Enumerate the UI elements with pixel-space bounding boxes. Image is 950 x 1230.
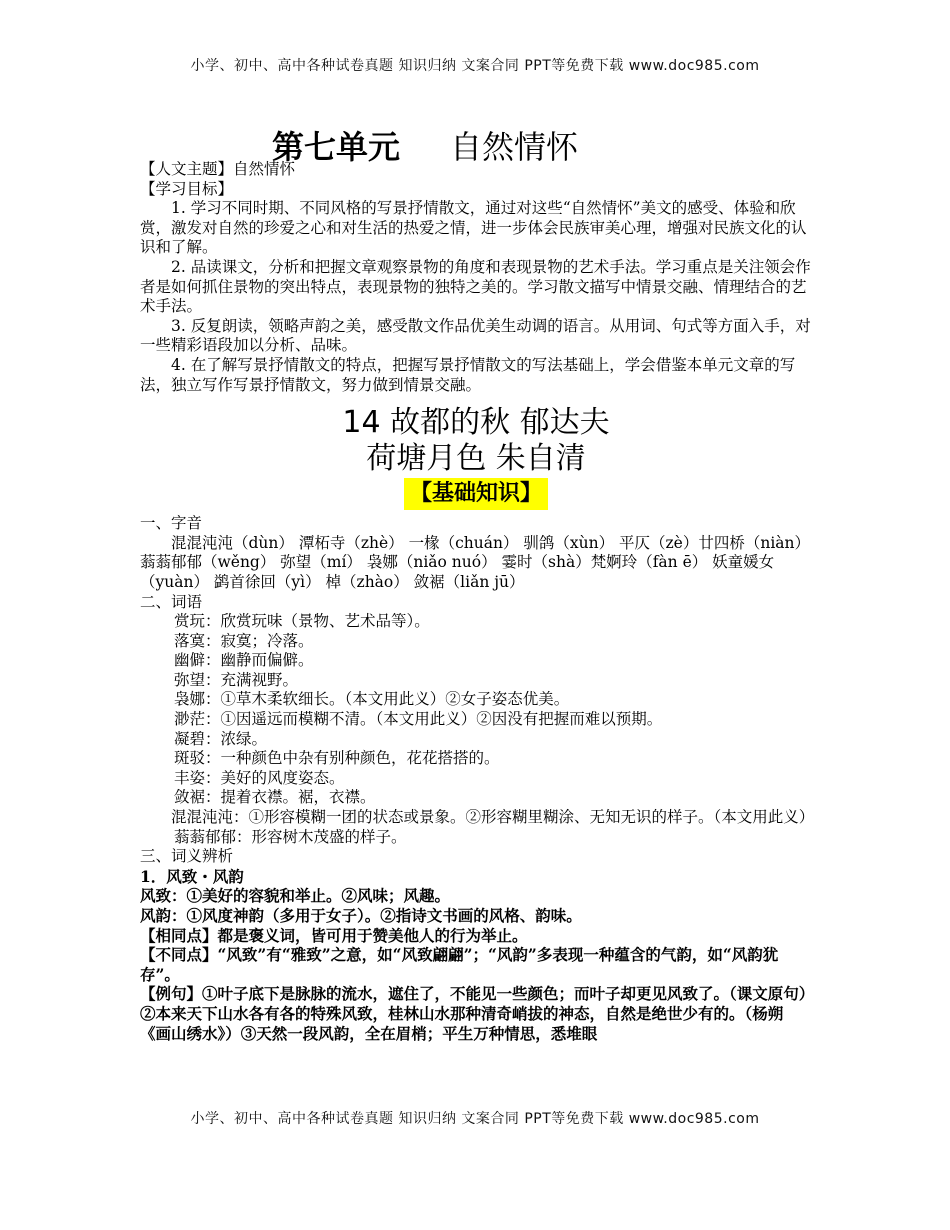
- discrim-line: 风致：①美好的容貌和举止。②风味；风趣。: [140, 886, 451, 906]
- goal-item: 3. 反复朗读，领略声韵之美，感受散文作品优美生动调的语言。从用词、句式等方面入手，对一些精彩语段加以分析、品味。: [140, 316, 811, 355]
- discrim-line: 【相同点】都是褒义词，皆可用于赞美他人的行为举止。: [140, 925, 528, 945]
- page-header: 小学、初中、高中各种试卷真题 知识归纳 文案合同 PPT等免费下载 www.doc985.com: [190, 58, 760, 74]
- basic-knowledge-badge: 【基础知识】: [404, 478, 548, 510]
- discrim-line: 【不同点】“风致”有“雅致”之意，如“风致翩翩”；“风韵”多表现一种蕴含的气韵，如“风韵犹存”。: [140, 945, 779, 984]
- document-body: [140, 160, 815, 1043]
- vocab-item: 凝碧：浓绿。: [174, 729, 268, 748]
- discrim-heading: 三、词义辨析: [140, 847, 234, 866]
- goal-item: 1. 学习不同时期、不同风格的写景抒情散文，通过对这些“自然情怀”美文的感受、体验和欣赏，激发对自然的珍爱之心和对生活的热爱之情，进一步体会民族审美心理，增强对民族文化的认识和了解。: [140, 199, 807, 257]
- vocab-heading: 二、词语: [140, 592, 203, 611]
- vocab-item: 弥望：充满视野。: [174, 670, 299, 689]
- page-footer: 小学、初中、高中各种试卷真题 知识归纳 文案合同 PPT等免费下载 www.doc985.com: [190, 1111, 760, 1127]
- goal-heading: 【学习目标】: [140, 179, 234, 198]
- unit-title-name: 自然情怀: [450, 128, 579, 166]
- lesson-title-2: 荷塘月色 朱自清: [366, 441, 586, 477]
- discrim-line: 【例句】①叶子底下是脉脉的流水，遮住了，不能见一些颜色；而叶子却更见风致了。（课文原句）②本来天下山水各有各的特殊风致，桂林山水那种清奇峭拔的神态，自然是绝世少有的。（杨朔《画山绣水》）③天然一段风韵，全在眉梢；平生万种情思，悉堆眼: [140, 984, 807, 1043]
- discrim-subheading: 1．风致・风韵: [140, 866, 244, 886]
- theme-line: 【人文主题】自然情怀: [140, 160, 296, 178]
- badge-wrap: [140, 478, 812, 510]
- vocab-item: 赏玩：欣赏玩味（景物、艺术品等）。: [174, 612, 430, 631]
- vocab-item: 敛裾：提着衣襟。裾，衣襟。: [174, 788, 376, 807]
- unit-title-number: 第七单元: [272, 128, 401, 166]
- vocab-item: 渺茫：①因遥远而模糊不清。（本文用此义）②因没有把握而难以预期。: [174, 710, 663, 729]
- vocab-item: 幽僻：幽静而偏僻。: [174, 651, 314, 670]
- pronunciation-heading: 一、字音: [140, 514, 203, 533]
- lesson-title-1: 14 故都的秋 郁达夫: [342, 405, 610, 441]
- goal-item: 2. 品读课文，分析和把握文章观察景物的角度和表现景物的艺术手法。学习重点是关注领会作者是如何抓住景物的突出特点，表现景物的独特之美的。学习散文描写中情景交融、情理结合的艺术手法。: [140, 257, 811, 316]
- vocab-item-wrapped: 混混沌沌：①形容模糊一团的状态或景象。②形容糊里糊涂、无知无识的样子。（本文用此义）: [171, 808, 815, 827]
- pronunciation-text: 混混沌沌（dùn） 潭柘寺（zhè） 一椽（chuán） 驯鸽（xùn） 平仄（zè）廿四桥（niàn） 蓊蓊郁郁（wěng） 弥望（mí） 袅娜（niǎo nuó） 霎时（shà）梵婀玲（fàn ē） 妖童媛女（yuàn） 鹢首徐回（yì） 棹（zhào） 敛裾（liǎn jū）: [140, 533, 810, 591]
- discrim-line: 风韵：①风度神韵（多用于女子）。②指诗文书画的风格、韵味。: [140, 906, 582, 925]
- vocab-item: 丰姿：美好的风度姿态。: [174, 768, 345, 787]
- vocab-item: 落寞：寂寞；冷落。: [174, 631, 314, 650]
- vocab-item: 蓊蓊郁郁：形容树木茂盛的样子。: [174, 827, 407, 846]
- vocab-item: 斑驳：一种颜色中杂有别种颜色，花花搭搭的。: [174, 749, 500, 768]
- goal-item: 4. 在了解写景抒情散文的特点，把握写景抒情散文的写法基础上，学会借鉴本单元文章的写法，独立写作写景抒情散文，努力做到情景交融。: [140, 355, 796, 394]
- vocab-item: 袅娜：①草木柔软细长。（本文用此义）②女子姿态优美。: [174, 690, 570, 709]
